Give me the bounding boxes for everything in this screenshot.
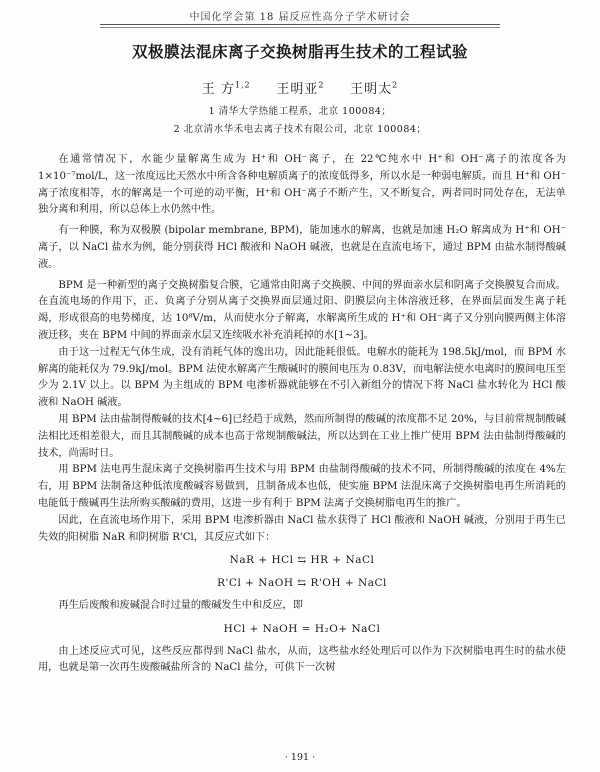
equation-neutralization: HCl + NaOH = H₂O+ NaCl: [223, 622, 381, 635]
affiliation-2: 2 北京清水华禾电去离子技术有限公司，北京 100084；: [173, 124, 427, 135]
author-name: 王明亚: [276, 82, 319, 97]
equation-anion-regeneration: R'Cl + NaOH ⇆ R'OH + NaCl: [217, 577, 387, 590]
header-divider: [100, 24, 500, 25]
body-text: [38, 152, 566, 677]
page-number: · 191 ·: [284, 752, 316, 763]
paragraph: 由上述反应式可见，这些反应都得到 NaCl 盐水，从而，这些盐水经处理后可以作为下次树脂电再生时的盐水使用，也就是第一次再生废酸碱盐所含的 NaCl 盐分，可供下一次树: [38, 645, 566, 674]
paper-title: 双极膜法混床离子交换树脂再生技术的工程试验: [131, 43, 468, 61]
running-header: 中国化学会第 18 届反应性高分子学术研讨会: [189, 12, 411, 23]
affiliation-1: 1 清华大学热能工程系，北京 100084；: [208, 106, 392, 117]
author-name: 王 方: [201, 82, 235, 97]
paragraph: 由于这一过程无气体生成，没有消耗气体的逸出功，因此能耗很低。电解水的能耗为 198.5kJ/mol，而 BPM 水解离的能耗仅为 79.9kJ/mol。BPM 法使水解离产生酸碱时的膜间电压为 0.83V，而电解法使水电离时的膜间电压至少为 2.1V 以上。以 BPM 为主组成的 BPM 电渗析器就能够在不引入新组分的情况下将 NaCl 盐水转化为 HCl 酸液和 NaOH 碱液。: [38, 346, 566, 409]
header-divider-secondary: [100, 27, 500, 28]
paragraph: 在通常情况下，水能少量解离生成为 H⁺和 OH⁻离子，在 22℃纯水中 H⁺和 OH⁻离子的浓度各为 1×10⁻⁷mol/L，这一浓度远比天然水中所含各种电解质离子的浓度低得多，所以水是一种弱电解质。而且 H⁺和 OH⁻离子浓度相等，水的解离是一个可逆的动平衡，H⁺和 OH⁻离子不断产生，又不断复合，两者同时同处存在，无法单独分离和利用，所以总体上水仍然中性。: [38, 154, 566, 216]
equation-cation-regeneration: NaR + HCl ⇆ HR + NaCl: [229, 554, 375, 567]
author-line: [0, 78, 600, 97]
author-affiliation-mark: 2: [392, 80, 399, 90]
paragraph: 因此，在直流电场作用下，采用 BPM 电渗析器由 NaCl 盐水获得了 HCl 酸液和 NaOH 碱液，分别用于再生已失效的阳树脂 NaR 和阴树脂 R'Cl，其反应式如下：: [38, 514, 566, 543]
author-affiliation-mark: 1,2: [234, 80, 251, 90]
paragraph: 再生后废酸和废碱混合时过量的酸碱发生中和反应，即: [58, 599, 303, 611]
author-affiliation-mark: 2: [318, 80, 325, 90]
paragraph: 用 BPM 法电再生混床离子交换树脂再生技术与用 BPM 由盐制得酸碱的技术不同，所制得酸碱的浓度在 4%左右，用 BPM 法制备这种低浓度酸碱容易做到，且制备成本也低，使实施 BPM 法混床离子交换树脂电再生所消耗的电能低于酸碱再生法所购买酸碱的费用，这进一步有利于 BPM 法离子交换树脂电再生的推广。: [38, 464, 566, 509]
paragraph: BPM 是一种新型的离子交换树脂复合膜，它通常由阳离子交换膜、中间的界面亲水层和阴离子交换膜复合而成。在直流电场的作用下，正、负离子分别从离子交换界面层通过阳、阴膜层向主体溶液迁移，在界面层面发生离子耗竭，形成很高的电势梯度，达 10⁸V/m，从而使水分子解离，水解离所生成的 H⁺和 OH⁻离子又分别向膜两侧主体溶液迁移，夹在 BPM 中间的界面亲水层又连续吸水补充消耗掉的水[1~3]。: [38, 279, 566, 341]
author-name: 王明太: [350, 82, 393, 97]
paragraph: 用 BPM 法由盐制得酸碱的技术[4~6]已经趋于成熟，然而所制得的酸碱的浓度都不足 20%，与目前常规制酸碱法相比还相差很大，而且其制酸碱的成本也高于常规制酸碱法，所以达到在工业上推广使用 BPM 法由盐制得酸碱的技术，尚需时日。: [38, 413, 566, 459]
paragraph: 有一种膜，称为双极膜 (bipolar membrane, BPM)，能加速水的解离，也就是加速 H₂O 解离成为 H⁺和 OH⁻离子，以 NaCl 盐水为例，能分别获得 HCl 酸液和 NaOH 碱液，也就是在直流电场下，通过 BPM 由盐水制得酸碱液。: [38, 225, 566, 270]
